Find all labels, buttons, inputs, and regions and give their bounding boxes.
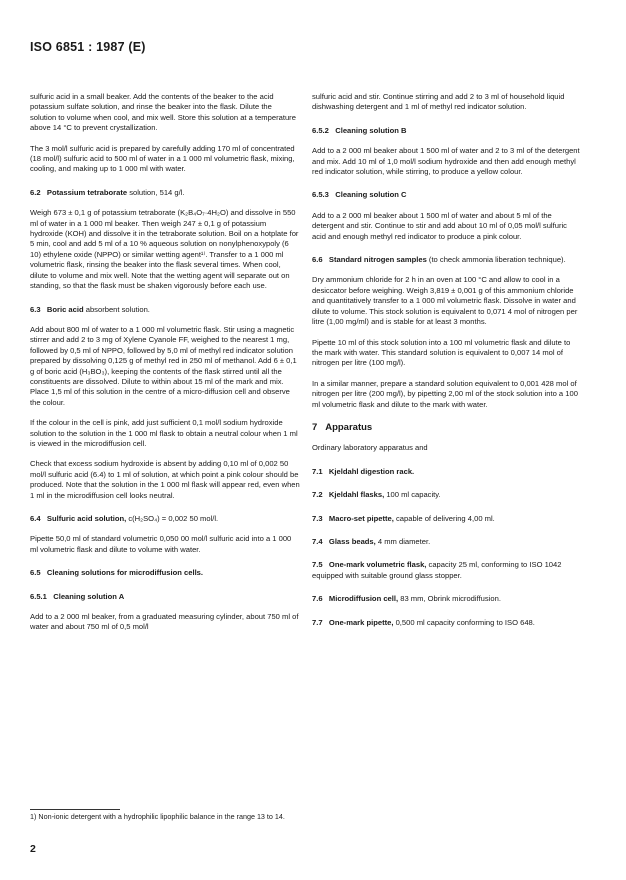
subsection-title: Kjeldahl flasks, bbox=[328, 490, 385, 500]
subsection-title: One-mark volumetric flask, bbox=[328, 560, 427, 570]
subsection-heading bbox=[312, 618, 582, 628]
subsection-title: Cleaning solutions for microdiffusion cells. bbox=[46, 568, 204, 578]
subsection-heading bbox=[30, 188, 300, 198]
subsection-text: (to check ammonia liberation technique). bbox=[426, 255, 566, 265]
subsection-title: Potassium tetraborate bbox=[46, 187, 128, 197]
section-heading bbox=[312, 423, 582, 433]
subsection-heading bbox=[30, 305, 300, 315]
footnote: 1) Non-ionic detergent with a hydrophilic lipophilic balance in the range 13 to 14. bbox=[30, 812, 285, 821]
subsection-number: 7.7 bbox=[312, 617, 323, 627]
subsection-heading bbox=[312, 190, 582, 200]
subsection-heading bbox=[312, 126, 582, 136]
subsection-title: Boric acid bbox=[46, 304, 84, 314]
subsection-heading bbox=[312, 594, 582, 604]
subsection-text: c(H₂SO₄) = 0,002 50 mol/l. bbox=[126, 514, 219, 523]
subsection-title: Cleaning solution B bbox=[335, 125, 407, 135]
subsection-heading bbox=[312, 490, 582, 500]
subsection-number: 6.5.3 bbox=[312, 190, 329, 200]
subsection-title: Standard nitrogen samples bbox=[328, 255, 427, 265]
subsection-title: Glass beads, bbox=[328, 536, 376, 546]
subsection-number: 6.6 bbox=[312, 255, 323, 265]
paragraph: In a similar manner, prepare a standard solution equivalent to 0,001 428 mol of nitrogen per litre (200 mg/l), by pipetting 2,00 ml of the stock solution into a 100 ml volumetric flask and dilute to the mark with water. bbox=[312, 378, 578, 409]
subsection-heading bbox=[30, 514, 300, 524]
right-column bbox=[312, 92, 582, 628]
left-column bbox=[30, 92, 300, 633]
subsection-text: absorbent solution. bbox=[83, 304, 150, 314]
paragraph: Add to a 2 000 ml beaker about 1 500 ml of water and 2 to 3 ml of the detergent and mix. Add 10 ml of 1,0 mol/l sodium hydroxide and then add enough methyl red indicator solution, while stirring, to produce a yellow colour. bbox=[312, 146, 580, 177]
footnote-rule bbox=[30, 809, 120, 810]
subsection-text: 0,500 ml capacity conforming to ISO 648. bbox=[393, 617, 535, 627]
subsection-title: Kjeldahl digestion rack. bbox=[328, 466, 415, 476]
paragraph: Ordinary laboratory apparatus and bbox=[312, 443, 428, 453]
subsection-heading bbox=[312, 255, 582, 265]
subsection-number: 7.2 bbox=[312, 490, 323, 500]
subsection-number: 6.3 bbox=[30, 304, 41, 314]
subsection-number: 7.1 bbox=[312, 466, 323, 476]
paragraph: Pipette 10 ml of this stock solution into a 100 ml volumetric flask and dilute to the mark with water. This standard solution is equivalent to 0,007 14 mol of nitrogen per litre (100 mg/l). bbox=[312, 337, 571, 368]
paragraph: Dry ammonium chloride for 2 h in an oven at 100 °C and allow to cool in a desiccator before weighing. Weigh 3,819 ± 0,001 g of this ammonium chloride and quantitatively transfer to a 1 000 ml volumetric flask. Dissolve in water and dilute to volume. This stock solution is equivalent to 0,071 4 mol of nitrogen per litre (1,00 mg/ml) and is stable for at least 3 months. bbox=[312, 275, 578, 327]
paragraph: The 3 mol/l sulfuric acid is prepared by carefully adding 170 ml of concentrated (18 mol/l) sulfuric acid to 500 ml of water in a 1 000 ml volumetric flask, mixing, cooling, and making up to 1 000 ml with water. bbox=[30, 143, 295, 174]
subsection-text: solution, 514 g/l. bbox=[127, 187, 185, 197]
subsection-number: 6.5.1 bbox=[30, 591, 47, 601]
paragraph: Check that excess sodium hydroxide is absent by adding 0,10 ml of 0,002 50 mol/l sulfuric acid (6.4) to 1 ml of solution, at which point a pink colour should be produced. Note that the solution in the 1 000 ml flask will appear red, even when 1 ml in the microdiffusion cell looks neutral. bbox=[30, 459, 300, 500]
subsection-text: 83 mm, Obrink microdiffusion. bbox=[398, 594, 501, 604]
subsection-number: 7.3 bbox=[312, 513, 323, 523]
section-number: 7 bbox=[312, 421, 318, 433]
subsection-title: One-mark pipette, bbox=[328, 617, 394, 627]
page-number: 2 bbox=[30, 843, 36, 855]
document-header: ISO 6851 : 1987 (E) bbox=[30, 40, 146, 54]
paragraph: If the colour in the cell is pink, add just sufficient 0,1 mol/l sodium hydroxide solution to the solution in the 1 000 ml flask to obtain a neutral colour when 1 ml is viewed in the microdiffusion cell. bbox=[30, 418, 298, 448]
subsection-text: capacity 25 ml, conforming to ISO 1042 equipped with suitable ground glass stopper. bbox=[312, 560, 562, 580]
subsection-heading bbox=[30, 592, 300, 602]
subsection-number: 7.6 bbox=[312, 594, 323, 604]
subsection-text: 100 ml capacity. bbox=[384, 490, 441, 500]
subsection-number: 6.5.2 bbox=[312, 125, 329, 135]
subsection-text: 4 mm diameter. bbox=[375, 536, 431, 546]
subsection-title: Macro-set pipette, bbox=[328, 513, 394, 523]
subsection-text: capable of delivering 4,00 ml. bbox=[393, 513, 495, 523]
paragraph: sulfuric acid and stir. Continue stirring and add 2 to 3 ml of household liquid dishwashing detergent and 1 ml of methyl red indicator solution. bbox=[312, 92, 565, 112]
paragraph: sulfuric acid in a small beaker. Add the contents of the beaker to the acid potassium sulfate solution, and rinse the beaker into the flask. Dilute the solution to volume when cool, and mix well. Store this solution at a temperature above 14 °C to prevent crystallization. bbox=[30, 92, 296, 133]
subsection-title: Cleaning solution A bbox=[53, 591, 125, 601]
subsection-number: 6.2 bbox=[30, 187, 41, 197]
paragraph: Add about 800 ml of water to a 1 000 ml volumetric flask. Stir using a magnetic stirrer and add 2 to 3 mg of Xylene Cyanole FF, weighed to the nearest 1 mg, followed by 0,5 ml of NPPO, followed by 5,0 ml of methyl red indicator solution prepared by dissolving 0,125 g of methyl red in 250 ml of methanol. Add 6 ± 0,1 g of boric acid (H₃BO₃), keeping the contents of the flask stirred until all the constituents are dissolved. Dilute to within about 15 ml of the mark and mix. Place 1,5 ml of this solution in the centre of a micro-diffusion cell and observe the colour. bbox=[30, 324, 297, 407]
subsection-number: 6.5 bbox=[30, 568, 41, 578]
subsection-title: Sulfuric acid solution, bbox=[46, 514, 127, 523]
paragraph: Weigh 673 ± 0,1 g of potassium tetraborate (K₂B₄O₇·4H₂O) and dissolve in 550 ml of water in a 1 000 ml beaker. Then weigh 247 ± 0,1 g of potassium hydroxide (KOH) and dissolve it in the tetraborate solution. Boil on a hotplate for 5 min, cool and add 5 ml of a 10 % aqueous solution on nonylphenoxypoly (6 10) ethylene oxide (NPPO) or similar wetting agent¹⁾. Transfer to a 1 000 ml volumetric flask, rinsing the beaker into the flask several times. When cool, dilute to volume and mix well. Note that the wetting agent will separate out on standing, so that the flask must be shaken vigorously before each use. bbox=[30, 208, 299, 291]
subsection-number: 7.5 bbox=[312, 560, 323, 570]
subsection-number: 6.4 bbox=[30, 514, 41, 523]
subsection-heading bbox=[312, 537, 582, 547]
subsection-heading bbox=[30, 568, 300, 578]
paragraph: Add to a 2 000 ml beaker, from a graduated measuring cylinder, about 750 ml of water and about 750 ml of 0,5 mol/l bbox=[30, 612, 299, 632]
subsection-heading bbox=[312, 514, 582, 524]
section-title: Apparatus bbox=[325, 421, 373, 433]
subsection-title: Microdiffusion cell, bbox=[328, 594, 399, 604]
paragraph: Add to a 2 000 ml beaker about 1 500 ml of water and about 5 ml of the detergent and stir. Continue to stir and add about 10 ml of 0,05 mol/l sulfuric acid and enough methyl red indicator to produce a pink colour. bbox=[312, 210, 567, 241]
subsection-heading bbox=[312, 560, 582, 581]
subsection-title: Cleaning solution C bbox=[335, 190, 407, 200]
subsection-heading bbox=[312, 467, 582, 477]
paragraph: Pipette 50,0 ml of standard volumetric 0,050 00 mol/l sulfuric acid into a 1 000 ml volumetric flask and dilute to volume with water. bbox=[30, 534, 292, 554]
subsection-number: 7.4 bbox=[312, 536, 323, 546]
